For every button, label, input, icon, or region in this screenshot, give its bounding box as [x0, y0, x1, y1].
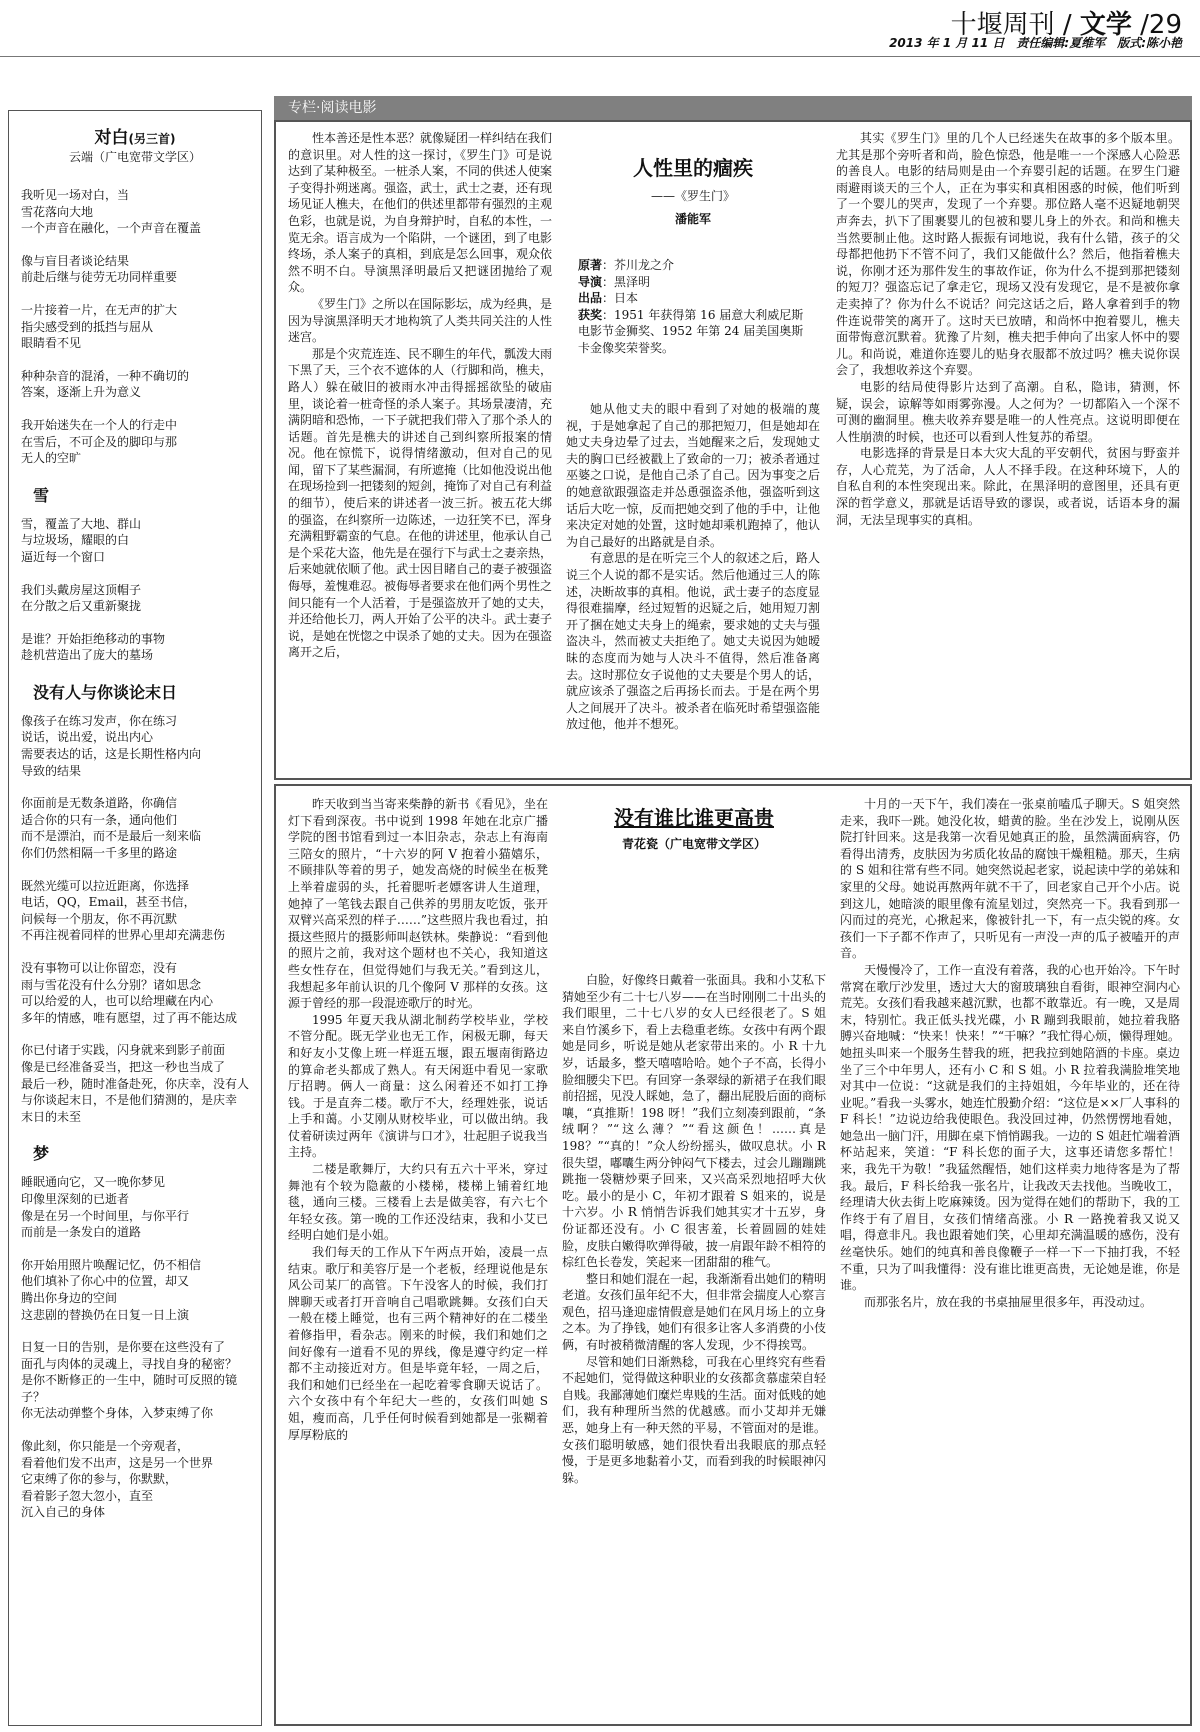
poem-line: 种种杂音的混淆，一种不确切的 — [21, 368, 190, 383]
poem-line: 是谁？开始拒绝移动的事物 — [21, 631, 166, 646]
poem-line: 面孔与肉体的灵魂上，寻找自身的秘密？ — [21, 1356, 238, 1371]
poem-line: 睡眠通向它，又一晚你梦见 — [21, 1175, 166, 1190]
poem-line: 你开始用照片唤醒记忆，仍不相信 — [21, 1257, 202, 1272]
poem-line: 电话，QQ，Email，甚至书信， — [21, 895, 196, 910]
article2-col2-text — [562, 972, 826, 1486]
poem-stanza — [21, 1438, 249, 1521]
poem-line: 他们填补了你心中的位置，却又 — [21, 1274, 190, 1289]
poem-line: 雪，覆盖了大地、群山 — [21, 516, 142, 531]
poem-line: 没有事物可以让你留恋，没有 — [21, 961, 178, 975]
poem-line: 像此刻，你只能是一个旁观者， — [21, 1439, 190, 1454]
poem-stanza — [21, 795, 249, 861]
poem-line: 你无法动弹整个身体，入梦束缚了你 — [21, 1406, 214, 1421]
poem-author: 云端（广电宽带文学区） — [68, 150, 201, 164]
meta-key: 获奖 — [578, 307, 603, 322]
article2-col2 — [562, 796, 826, 1716]
poem-column — [8, 110, 262, 1726]
poem-line: 适合你的只有一条，通向他们 — [21, 812, 178, 827]
poem-line: 你已付诸于实践，闪身就来到影子前面 — [21, 1043, 226, 1058]
poem-line: 问候每一个朋友，你不再沉默 — [21, 911, 178, 926]
meta-key: 原著 — [578, 258, 603, 272]
paragraph: 性本善还是性本恶？就像疑团一样纠结在我们的意识里。对人性的这一探讨，《罗生门》可是说达到了某种极至。一桩杀人案，不同的供述人使案子变得扑朔迷离。强盗，武士，武士之妻，还有现场见证人樵夫，在他们的供述里都带有强烈的主观色彩，也就是说，为自身辩护时，自私的本性，一览无余。语言成为一个陷阱，一个谜团，到了电影终场，杀人案子的真相，到底是怎么回事，观众依然不明不白。导演黑泽明最后又把谜团抛给了观众。 — [288, 131, 552, 295]
poem-line: 它束缚了你的参与，你默默， — [21, 1472, 178, 1487]
poem-line: 最后一秒，随时准备赴死，你庆幸，没有人 — [21, 1076, 250, 1091]
article2-col3 — [840, 796, 1180, 1716]
paper-name: 十堰周刊 — [950, 10, 1055, 40]
article-film — [274, 120, 1192, 780]
poem-line: 可以给爱的人，也可以给埋藏在内心 — [21, 994, 214, 1009]
poem-line: 像是已经准备妥当，把这一秒也当成了 — [21, 1059, 226, 1074]
article1-author: 潘能军 — [674, 212, 711, 226]
poem-body — [21, 187, 249, 467]
paragraph: 我们每天的工作从下午两点开始，凌晨一点结束。歌厅和美容厅是一个老板，经理说他是东风公司某厂的高管。下午没客人的时候，我们打牌聊天或者打开音响自己唱歌跳舞。女孩们白天一般在楼上睡觉，也有三两个精神好的在二楼坐着修指甲，看杂志。刚来的时候，我们和她们之间好像有一道看不见的界线，像是遵守约定一样都不主动接近对方。但是毕竟年轻，一周之后，我们和她们已经坐在一起吃着零食聊天说话了。六个女孩中有个年纪大一些的，女孩们叫她 S 姐，瘦而高，几乎任何时候看到她都是一张糊着厚厚粉底的 — [288, 1245, 548, 1442]
paragraph: 而那张名片，放在我的书桌抽屉里很多年，再没动过。 — [864, 1294, 1153, 1309]
poem-stanza — [21, 878, 249, 944]
poem-stanza — [21, 368, 249, 401]
poem3-title: 没有人与你谈论末日 — [33, 682, 178, 702]
poem-stanza — [21, 516, 249, 566]
article-story — [274, 784, 1192, 1726]
poem-line: 我们头戴房屋这顶帽子 — [21, 582, 142, 597]
poem-line: 沉入自己的身体 — [21, 1505, 106, 1520]
poem2-body — [21, 516, 249, 664]
poem-line: 看着影子忽大忽小，直至 — [21, 1488, 154, 1503]
poem-stanza — [21, 187, 249, 237]
article2-col1 — [288, 796, 548, 1716]
poem-line: 需要表达的话，这是长期性格内向 — [21, 747, 202, 762]
paragraph: 电影选择的背景是日本大灾大乱的平安朝代，贫困与野蛮并存，人心荒芜，为了活命，人人不择手段。在这种环境下，人的自私自利的本性突现出来。除此，在黑泽明的意图里，还具有更深的哲学意义，那就是话语导致的谬误，或者说，话语本身的漏洞，无法呈现事实的真相。 — [836, 446, 1180, 527]
poem-line: 趁机营造出了庞大的墓场 — [21, 648, 154, 663]
poem-title-text: 对白 — [94, 128, 129, 148]
poem-line: 雪花落向大地 — [21, 204, 94, 219]
meta-line — [578, 274, 808, 291]
poem-stanza — [21, 417, 249, 467]
poem-line: 而前是一条发白的道路 — [21, 1225, 142, 1240]
poem-title-note: (另三首) — [128, 132, 176, 146]
paragraph: 其实《罗生门》里的几个人已经迷失在故事的多个版本里。尤其是那个旁听者和尚，脸色惊恐，他是唯一一个深感人心险恶的善良人。电影的结局则是由一个弃婴引起的话题。在罗生门避雨避雨谈天的三个人，正在为事实和真相困惑的时候，他们听到了一个婴儿的哭声，发现了一个弃婴。那位路人毫不迟疑地朝哭声奔去，扒下了围裹婴儿的包被和婴儿身上的外衣。和尚和樵夫当然要制止他。这时路人振振有词地说，我有什么错，孩子的父母都把他扔下不管不问了，我们又能做什么？然后，他指着樵夫说，你刚才还为那件发生的事故作证，你为什么不提到那把镂刻的短刀？强盗忘记了拿走它，现场又没有发现它，是不是被你拿走卖掉了？你为什么不说话？问完这话之后，路人拿着到手的物件连说带笑的离开了。这时天已放晴，和尚怀中抱着婴儿，樵夫面带悔意沉默着。犹豫了片刻，樵夫把手伸向了出家人怀中的婴儿。和尚说，难道你连婴儿的贴身衣服都不放过吗？樵夫说你误会了，我想收养这个弃婴。 — [836, 131, 1180, 378]
poem-stanza — [21, 1339, 249, 1422]
meta-value: ：黑泽明 — [602, 274, 651, 289]
poem-line: 你们仍然相隔一千多里的路途 — [21, 846, 178, 861]
poem-stanza — [21, 631, 249, 664]
poem-line: 这悲剧的替换仍在日复一日上演 — [21, 1307, 190, 1322]
poem-line: 像与盲目者谈论结果 — [21, 253, 130, 268]
poem-line: 我开始迷失在一个人的行走中 — [21, 417, 178, 432]
article1-col2 — [566, 130, 820, 770]
article1-title: 人性里的痼疾 — [633, 156, 753, 180]
article2-author: 青花瓷（广电宽带文学区） — [621, 837, 766, 851]
poem-line: 雨与雪花没有什么分别？诸如思念 — [21, 977, 202, 992]
paragraph: 尽管和她们日渐熟稔，可我在心里终究有些看不起她们，觉得做这种职业的女孩都贪慕虚荣自轻自贱。我鄙薄她们糜烂卑贱的生活。面对低贱的她们，我有种理所当然的优越感。而小艾却并无嫌恶，她身上有一种天然的平易，不管面对的是谁。女孩们聪明敏感，她们很快看出我眼底的那点轻慢，于是更多地黏着小艾，而看到我的时候眼神闪躲。 — [562, 1354, 826, 1485]
paragraph: 天慢慢冷了，工作一直没有着落，我的心也开始冷。下午时常窝在歌厅沙发里，透过大大的窗玻璃独自看街，眼神空洞内心荒芜。女孩们看我越来越沉默，也都不敢靠近。有一晚，又是周末，特别忙。我正低头找光碟，小 R 蹦到我眼前，她拉着我胳膊兴奋地喊：“快来！快来！”“干嘛？”我忙得心烦，懒得理她。她扭头叫来一个服务生替我的班，把我拉到她陪酒的卡座。桌边坐了三个中年男人，还有小 C 和 S 姐。小 R 拉着我满脸堆笑地对其中一位说：“这就是我们的主持姐姐，今年毕业的，还在待业呢。”看我一头雾水，她连忙殷勤介绍：“这位是××厂人事科的 F 科长！”边说边给我使眼色。我没回过神，仍然愣愣地看她，她急出一脑门汗，用脚在桌下悄悄踢我。一边的 S 姐赶忙端着酒杯站起来，笑道：“F 科长您的面子大，这事还请您多帮忙！来，我先干为敬！”我猛然醒悟，她们这样卖力地待客是为了帮我。最后，F 科长给我一张名片，让我改天去找他。当晚收工，经理请大伙去街上吃麻辣烫。因为觉得在她们的帮助下，我的工作终于有了眉目，女孩们情绪高涨。小 R 一路挽着我又说又唱，得意非凡。我也跟着她们笑，心里却充满温暖的感伤，没有丝毫快乐。她们的纯真和善良像鞭子一样一下一下抽打我，不轻不重，只为了叫我懂得：没有谁比谁更高贵，无论她是谁，你是谁。 — [840, 962, 1180, 1293]
article1-col3 — [836, 130, 1180, 770]
article2-title: 没有谁比谁更高贵 — [614, 806, 774, 830]
meta-line — [578, 290, 808, 307]
article1-col2-text — [566, 401, 820, 733]
meta-line — [578, 257, 808, 274]
poem-line: 一片接着一片，在无声的扩大 — [21, 302, 178, 317]
paragraph: 有意思的是在听完三个人的叙述之后，路人说三个人说的都不是实话。然后他通过三人的陈述，决断故事的真相。他说，武士妻子的态度显得很难揣摩，经过短暂的迟疑之后，她用短刀割开了捆在她丈夫身上的绳索，要求她的丈夫与强盗决斗，然而被丈夫拒绝了。她丈夫说因为她暧昧的态度而为她与人决斗不值得，然后准备离去。这时那位女子说他的丈夫要是个男人的话，就应该杀了强盗之后再扬长而去。于是在两个男人之间展开了决斗。被杀者在临死时希望强盗能放过他，他并不想死。 — [566, 551, 820, 732]
poem-line: 日复一日的告别，是你要在这些没有了 — [21, 1340, 226, 1355]
paragraph: 昨天收到当当寄来柴静的新书《看见》，坐在灯下看到深夜。书中说到 1998 年她在北京广播学院的图书馆看到过一本旧杂志，杂志上有海南三陪女的照片，“十六岁的阿 V 抱着小猫嬉乐，不顾排队等着的男子，她发高烧的时候坐在板凳上举着虚弱的头，托着腮听老嫖客讲人生道理，她掉了一笔钱去跟自己供养的男朋友吃饭，张开双臂兴高采烈的样子……”这些照片我也看过，拍摄这些照片的摄影师叫赵铁林。柴静说：“看到他的照片之前，我对这个题材也不关心，我知道这些女性存在，但觉得她们与我无关。”看到这儿，我想起多年前认识的几个像阿 V 那样的女孩。这源于曾经的那一段混迹歌厅的时光。 — [288, 797, 548, 1011]
section-name: 文学 — [1079, 10, 1132, 40]
poem-stanza — [21, 960, 249, 1026]
poem-line: 不再注视着同样的世界心里却充满悲伤 — [21, 928, 226, 943]
poem-line: 答案，逐渐上升为意义 — [21, 385, 142, 400]
meta-key: 导演 — [578, 274, 603, 289]
meta-value: ：日本 — [602, 291, 639, 306]
header-rule — [0, 56, 1200, 57]
meta-line — [578, 307, 808, 357]
poem-line: 末日的未至 — [21, 1109, 82, 1124]
poem-line: 在分散之后又重新聚拢 — [21, 599, 142, 614]
poem-line: 印像里深刻的已逝者 — [21, 1191, 130, 1206]
poem-stanza — [21, 582, 249, 615]
poem-line: 既然光缆可以拉近距离，你选择 — [21, 878, 190, 893]
poem-stanza — [21, 253, 249, 286]
poem-line: 多年的情感，唯有愿望，过了再不能达成 — [21, 1010, 238, 1025]
poem-line: 指尖感受到的抵挡与屈从 — [21, 319, 154, 334]
poem-stanza — [21, 713, 249, 779]
poem-line: 逼近每一个窗口 — [21, 549, 106, 564]
paragraph: 电影的结局使得影片达到了高潮。自私，隐讳，猜测，怀疑，误会，谅解等如雨雾弥漫。人之何为？一切都陷入一个深不可测的幽洞里。樵夫收养弃婴是唯一的人性亮点。这说明即便在人性崩溃的时候，也还可以看到人性复苏的希望。 — [836, 379, 1180, 444]
page-number: /29 — [1140, 10, 1182, 40]
poem-line: 是你不断修正的一生中，随时可反照的镜子？ — [21, 1373, 238, 1404]
poem4-body — [21, 1174, 249, 1521]
poem2-title: 雪 — [33, 485, 50, 505]
paragraph: 十月的一天下午，我们凑在一张桌前嗑瓜子聊天。S 姐突然走来，我吓一跳。她没化妆，蜡黄的脸。坐在沙发上，说刚从医院打针回来。这是我第一次看见她真正的脸，虽然满面病容，仍看得出清秀，皮肤因为劣质化妆品的腐蚀干燥粗糙。那天，生病的 S 姐和往常有些不同。她突然说起老家，说起读中学的弟妹和家里的父母。她说再熬两年就不干了，回老家自己开个小店。说到这儿，她暗淡的眼里像有流星划过，突然亮一下。我看到那一闪而过的亮光，心揪起来，像被针扎一下，有一点尖锐的疼。女孩们一下子都不作声了，只听见有一声没一声的瓜子被嗑开的声音。 — [840, 797, 1180, 961]
poem-line: 导致的结果 — [21, 763, 82, 778]
poem-line: 眼睛看不见 — [21, 336, 82, 351]
poem3-body — [21, 713, 249, 1125]
meta-value: ：芥川龙之介 — [602, 258, 675, 272]
poem-line: 一个声音在融化，一个声音在覆盖 — [21, 221, 202, 236]
article1-meta — [578, 257, 808, 377]
poem-line: 像孩子在练习发声，你在练习 — [21, 713, 178, 728]
poem-line: 在雪后，不可企及的脚印与那 — [21, 434, 178, 449]
poem-line: 你面前是无数条道路，你确信 — [21, 796, 178, 811]
meta-value: ：1951 年获得第 16 届意大利威尼斯电影节金狮奖、1952 年第 24 届美国奥斯卡金像奖荣誉奖。 — [578, 307, 804, 355]
article1-col1 — [288, 130, 552, 770]
poem-line: 说话，说出爱，说出内心 — [21, 730, 154, 745]
paragraph: 二楼是歌舞厅，大约只有五六十平米，穿过舞池有个较为隐蔽的小楼梯，楼梯上铺着红地毯，通向三楼。三楼看上去是做美容，有六七个年轻女孩。第一晚的工作还没结束，我和小艾已经明白她们是小姐。 — [288, 1162, 548, 1243]
poem-stanza — [21, 302, 249, 352]
paragraph: 她从他丈夫的眼中看到了对她的极端的蔑视，于是她拿起了自己的那把短刀，但是她却在她丈夫身边晕了过去，当她醒来之后，发现她丈夫的胸口已经被戳上了致命的一刀；被杀者通过巫婆之口说，是他自己杀了自己。因为事变之后的她意欲跟强盗走并怂恿强盗杀他，强盗听到这话后大吃一惊，反而把她交到了他的手中，让他来决定对她的处置，这时她却乘机跑掉了，他认为自己最好的出路就是自杀。 — [566, 402, 820, 549]
poem-stanza — [21, 1174, 249, 1240]
poem-line: 与你谈起末日，不是他们猜测的，是庆幸 — [21, 1093, 238, 1108]
poem-title — [21, 123, 249, 148]
poem-line: 前赴后继与徒劳无功同样重要 — [21, 270, 178, 285]
meta-key: 出品 — [578, 291, 603, 306]
column-band: 专栏·阅读电影 — [274, 96, 1192, 120]
poem-line: 看着他们发不出声，这是另一个世界 — [21, 1455, 214, 1470]
poem-line: 像是在另一个时间里，与你平行 — [21, 1208, 190, 1223]
article1-subtitle: ——《罗生门》 — [650, 189, 735, 203]
poem4-title: 梦 — [33, 1144, 50, 1164]
poem-line: 腾出你身边的空间 — [21, 1290, 118, 1305]
paragraph: 1995 年夏天我从湖北制药学校毕业，学校不管分配。既无学业也无工作，闲极无聊，每天和好友小艾像上班一样逛五堰，跟五堰南街路边的算命老头都成了熟人。有天闲逛中看见一家歌厅招聘。俩人一商量：这么闲着还不如打工挣钱。于是直奔二楼。歌厅不大，经理姓张，说话上手和蔼。小艾刚从财校毕业，可以做出纳。我仗着研读过两年《演讲与口才》，壮起胆子说我当主持。 — [288, 1012, 548, 1160]
date-line: 2013 年 1 月 11 日 责任编辑:夏维军 版式:陈小艳 — [889, 36, 1182, 50]
poem-line: 我听见一场对白，当 — [21, 188, 130, 202]
poem-stanza — [21, 1257, 249, 1323]
poem-line: 无人的空旷 — [21, 451, 82, 466]
title-sep: / — [1054, 10, 1080, 40]
poem-line: 而不是漂泊，而不是最后一刻来临 — [21, 829, 202, 844]
masthead — [0, 0, 1200, 56]
poem-stanza — [21, 1042, 249, 1125]
paragraph: 那是个灾荒连连、民不聊生的年代，瓢泼大雨下黑了天，三个衣不遮体的人（行脚和尚，樵夫，路人）躲在破旧的被雨水冲击得摇摇欲坠的破庙里，谈论着一桩奇怪的杀人案子。其场景凄清，充满阴暗和恐怖，一下子就把我们带入了那个杀人的话题。首先是樵夫的讲述自己到纠察所报案的情况。他在惊慌下，说得情绪激动，但对自己的见闻，留下了某些漏洞，有所遮掩（比如他没说出他在现场捡到一把镂刻的短剑，掩饰了对自己有利益的细节），使后来的讲述者一波三折。被五花大绑的强盗，在纠察所一边陈述，一边狂笑不已，浑身充满粗野霸蛮的气息。在他的讲述里，他承认自己是个采花大盗，他先是在强行下与武士之妻亲热，后来她就依顺了他。武士因目睹自己的妻子被强盗侮辱，羞愧难忍。被侮辱者要求在他们两个男性之间只能有一个人活着，于是强盗放开了她的丈夫，并还给他长刀，两人开始了公平的决斗。武士妻子说，是她在恍惚之中误杀了她的丈夫。因为在强盗离开之后， — [288, 346, 552, 660]
paragraph: 《罗生门》之所以在国际影坛，成为经典，是因为导演黑泽明天才地构筑了人类共同关注的人性迷宫。 — [288, 296, 552, 345]
paragraph: 整日和她们混在一起，我渐渐看出她们的精明老道。女孩们虽年纪不大，但非常会揣度人心察言观色，招马逢迎虚情假意是她们在风月场上的立身之本。为了挣钱，她们有很多让客人多消费的小伎俩，有时被稍微清醒的客人发现，少不得挨骂。 — [562, 1271, 826, 1353]
poem-line: 与垃圾场，耀眼的白 — [21, 533, 130, 548]
paragraph: 白脸，好像终日戴着一张面具。我和小艾私下猜她至少有二十七八岁——在当时刚刚二十出头的我们眼里，二十七八岁的女人已经很老了。S 姐来自竹溪乡下，看上去稳重老练。女孩中有两个跟她是同乡，听说是她从老家带出来的。小 R 十九岁，话最多，整天嘻嘻哈哈。她个子不高，长得小脸细腰尖下巴。有回穿一条翠绿的新裙子在我们眼前招摇，见没人睬她，急了，翻出屁股后面的商标嚷，“真推斯！198 呀！”我们立刻凑到跟前，“条绒啊？”“这么薄？”“看这颜色！……真是 198？”“真的！”众人纷纷摇头，做叹息状。小 R 很失望，嘟囔生两分钟闷气下楼去，过会儿蹦蹦跳跳拖一袋糖炒栗子回来，又兴高采烈地招呼大伙吃。最小的是小 C，年初才跟着 S 姐来的，说是十六岁。小 R 悄悄告诉我们她其实才十五岁，身份证都还没有。小 C 很害羞，长着圆圆的娃娃脸，皮肤白嫩得吹弹得破，披一肩跟年龄不相符的棕红色长卷发，笑起来一团甜甜的稚气。 — [562, 973, 826, 1270]
